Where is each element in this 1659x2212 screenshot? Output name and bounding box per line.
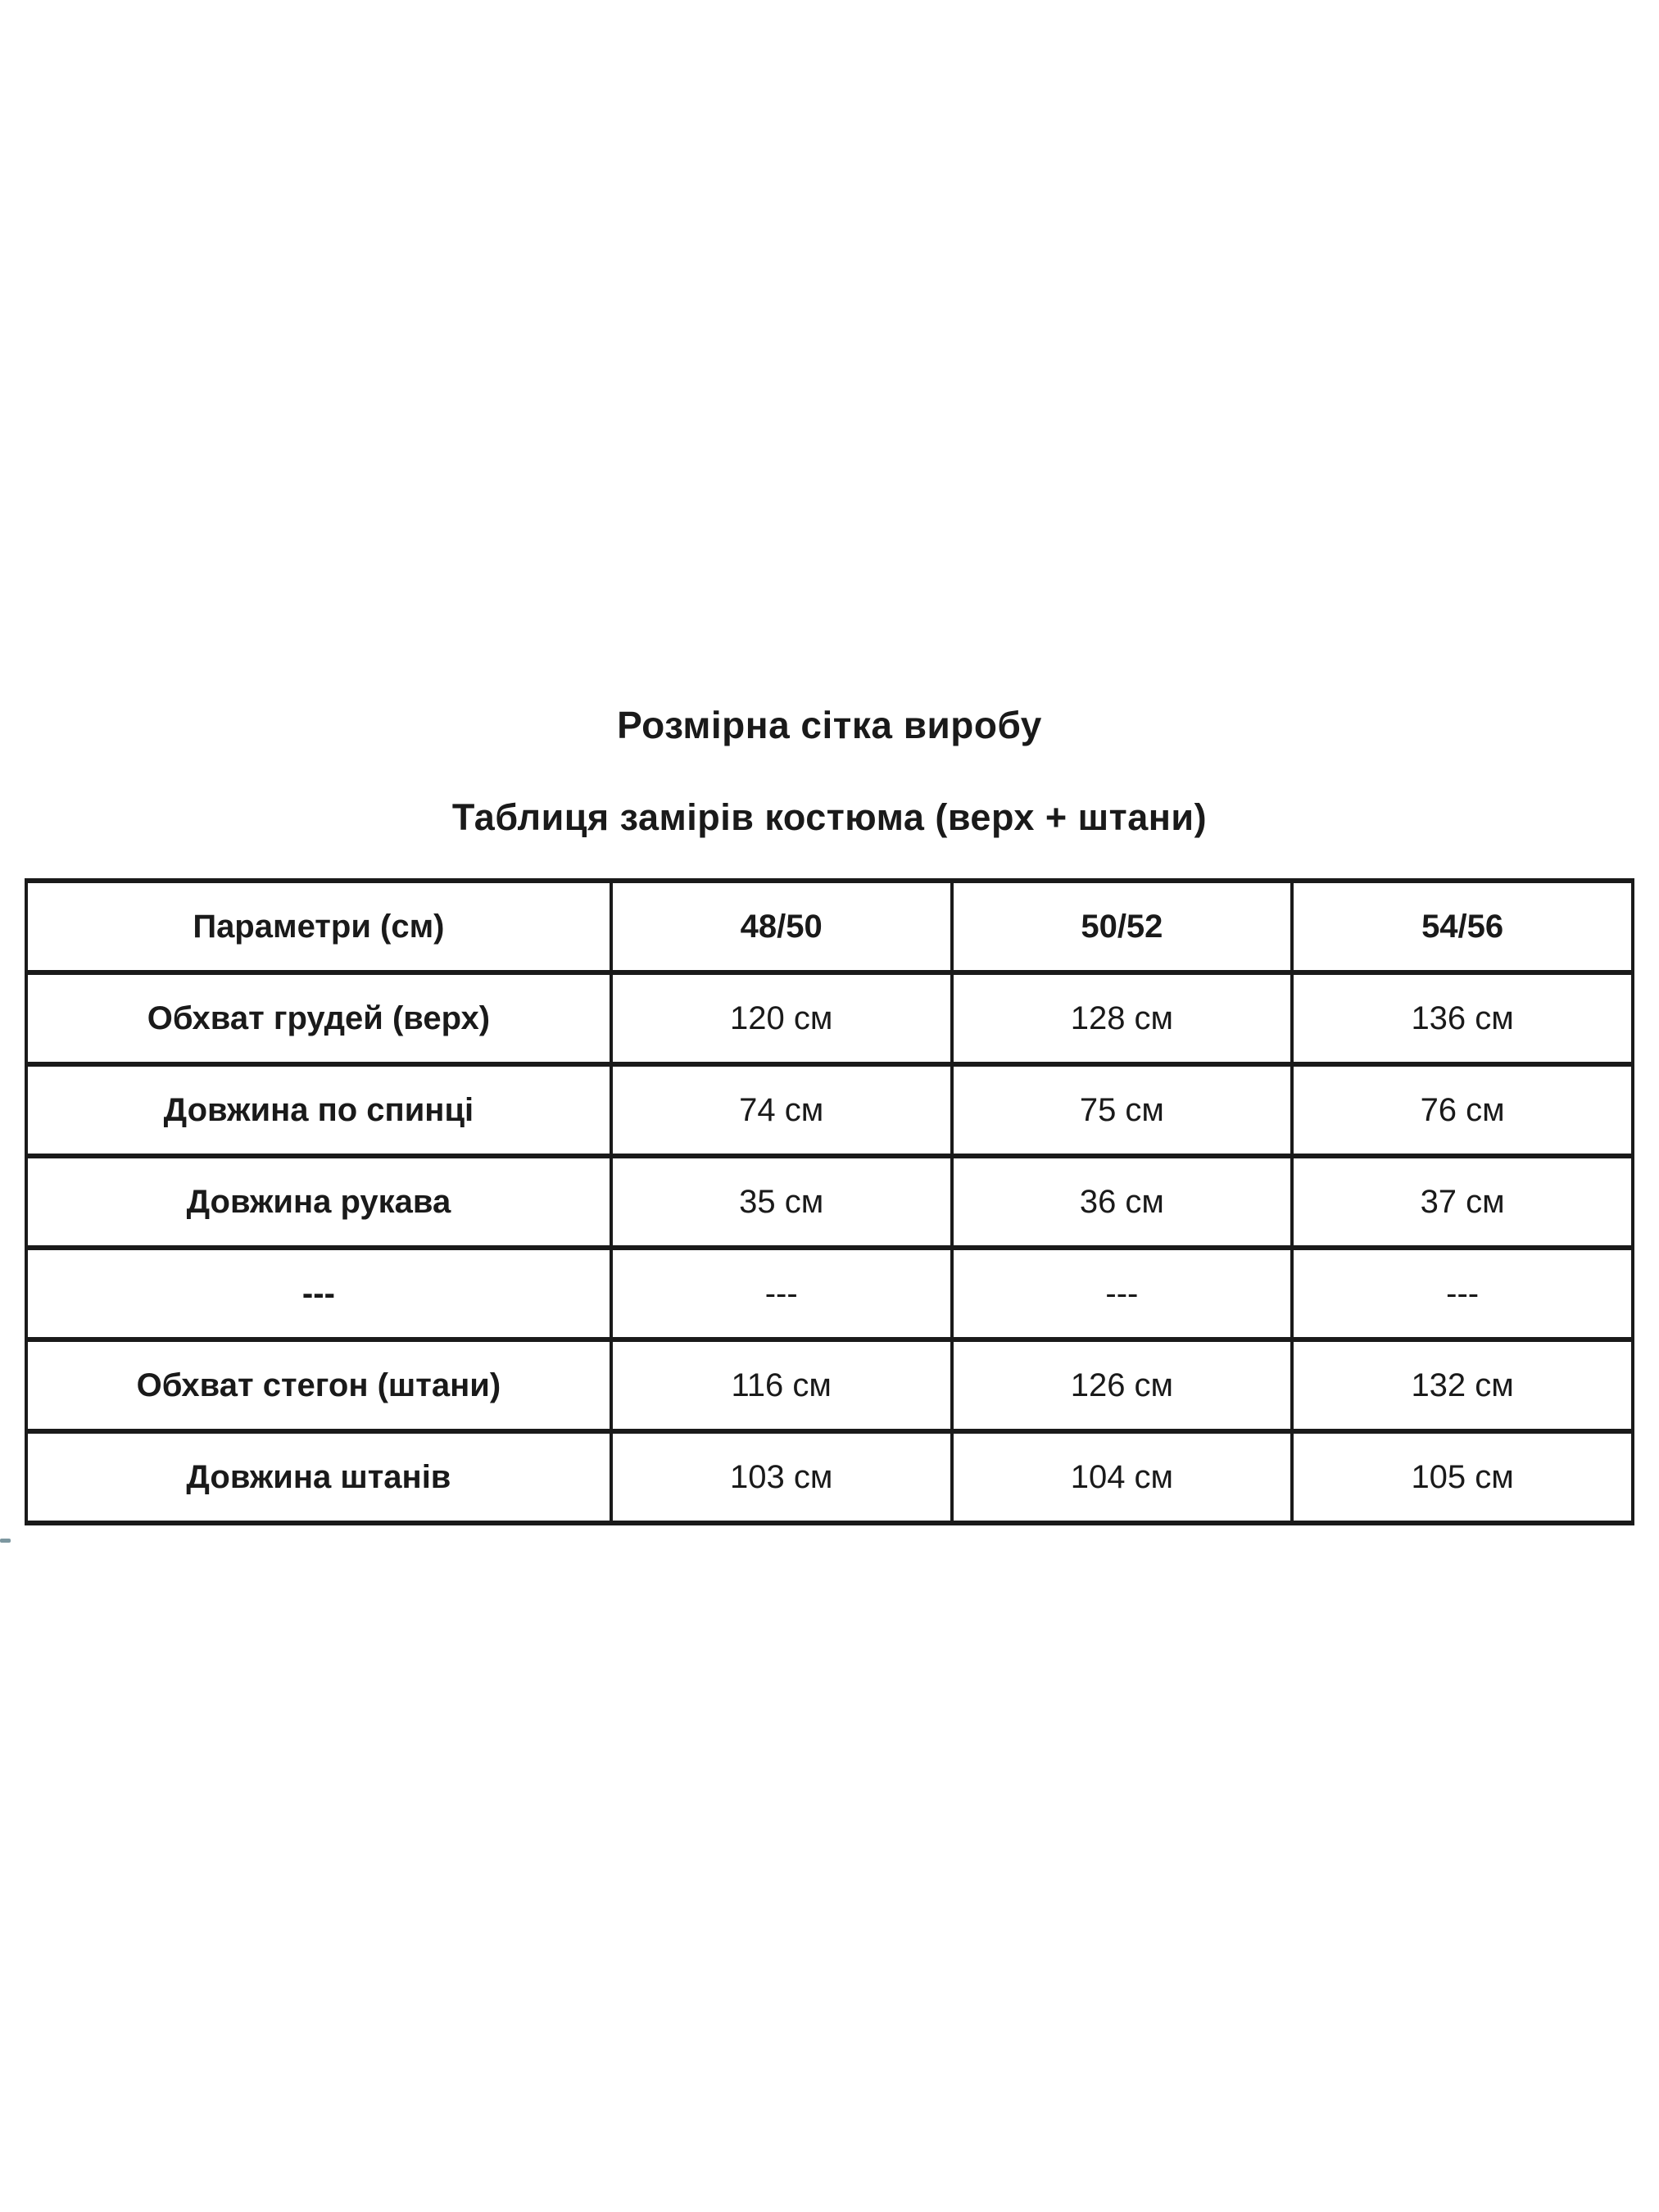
table-row: [26, 1431, 1633, 1523]
value-cell: 76 см: [1292, 1064, 1633, 1156]
header-parameters: Параметри (см): [26, 881, 611, 972]
value-cell: 128 см: [952, 972, 1293, 1064]
param-label-cell: ---: [26, 1248, 611, 1339]
header-size-54-56: 54/56: [1292, 881, 1633, 972]
param-label-cell: Довжина по спинці: [26, 1064, 611, 1156]
table-row: [26, 972, 1633, 1064]
table-row: [26, 1248, 1633, 1339]
value-cell: 126 см: [952, 1339, 1293, 1431]
page-title: Розмірна сітка виробу: [617, 704, 1042, 746]
value-cell: 103 см: [611, 1431, 952, 1523]
value-cell: 116 см: [611, 1339, 952, 1431]
value-cell: ---: [1292, 1248, 1633, 1339]
value-cell: 136 см: [1292, 972, 1633, 1064]
value-cell: 120 см: [611, 972, 952, 1064]
table-row: [26, 1339, 1633, 1431]
value-cell: 75 см: [952, 1064, 1293, 1156]
value-cell: 36 см: [952, 1156, 1293, 1248]
value-cell: ---: [952, 1248, 1293, 1339]
value-cell: 104 см: [952, 1431, 1293, 1523]
value-cell: 37 см: [1292, 1156, 1633, 1248]
value-cell: 74 см: [611, 1064, 952, 1156]
header-size-50-52: 50/52: [952, 881, 1293, 972]
param-label-cell: Обхват стегон (штани): [26, 1339, 611, 1431]
margin-dash-artifact: [0, 1539, 11, 1543]
value-cell: ---: [611, 1248, 952, 1339]
param-label-cell: Довжина штанів: [26, 1431, 611, 1523]
param-label-cell: Довжина рукава: [26, 1156, 611, 1248]
value-cell: 35 см: [611, 1156, 952, 1248]
table-caption: Таблиця замірів костюма (верх + штани): [451, 796, 1208, 838]
value-cell: 105 см: [1292, 1431, 1633, 1523]
size-table: [25, 878, 1634, 1525]
header-size-48-50: 48/50: [611, 881, 952, 972]
param-label-cell: Обхват грудей (верх): [26, 972, 611, 1064]
table-row: [26, 1064, 1633, 1156]
table-row: [26, 1156, 1633, 1248]
table-header-row: [26, 881, 1633, 972]
value-cell: 132 см: [1292, 1339, 1633, 1431]
